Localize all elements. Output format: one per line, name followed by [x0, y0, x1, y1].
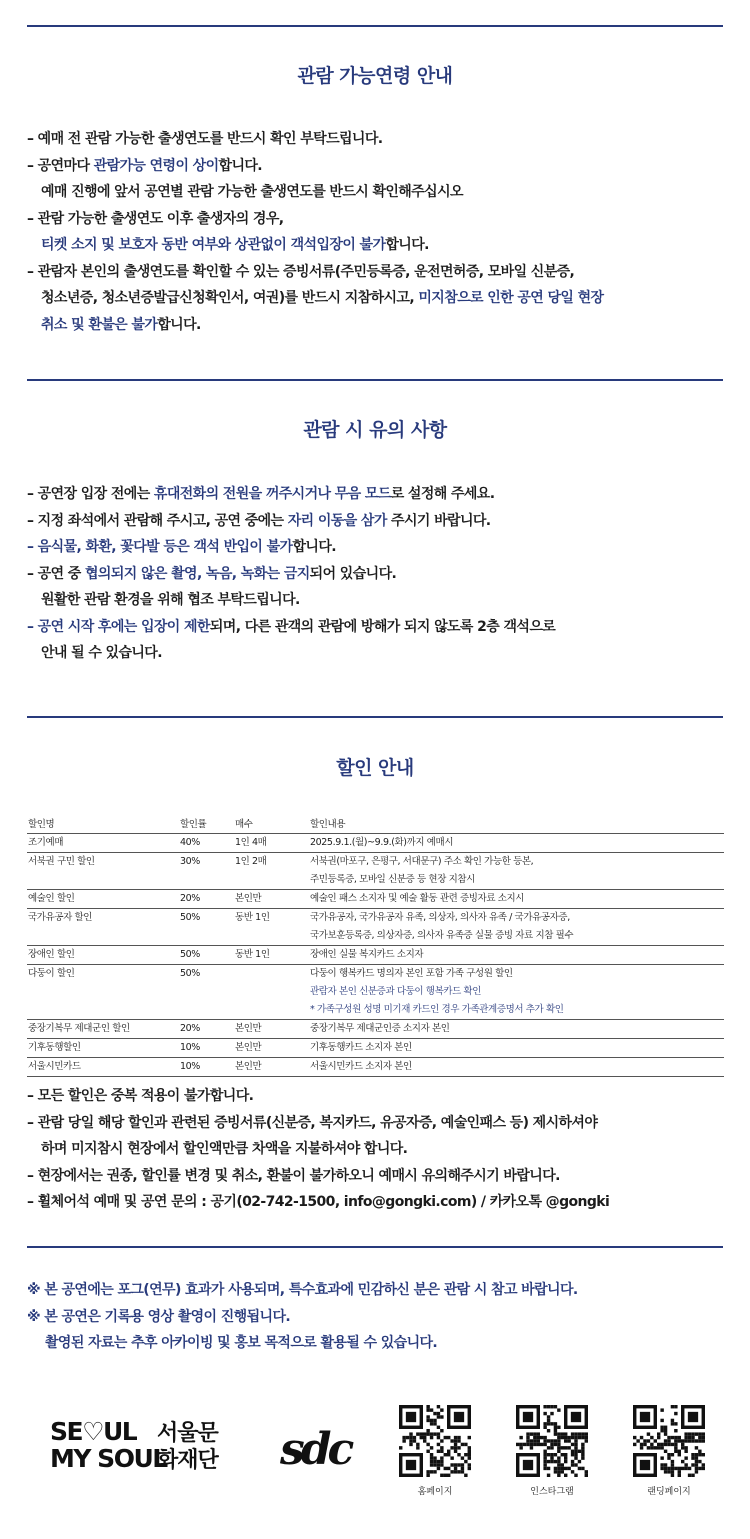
cell-qty: [234, 965, 309, 1020]
divider: [27, 25, 723, 27]
cell-qty: 1인 4매: [235, 837, 267, 848]
table-row: [27, 853, 724, 890]
cell-name: 서울시민카드: [28, 1061, 81, 1072]
cell-desc: [309, 1020, 724, 1039]
highlight-text: 미지참으로 인한 공연 당일 현장: [418, 290, 604, 306]
footer-note-line: ※ 본 공연에는 포그(연무) 효과가 사용되며, 특수효과에 민감하신 분은 관람 시 참고 바랍니다.: [27, 1282, 578, 1298]
discount-section-title: 할인 안내: [336, 757, 414, 779]
table-row: [27, 909, 724, 946]
desc-line: 국가유공자, 국가유공자 유족, 의상자, 의사자 유족 / 국가유공자증,: [310, 912, 570, 923]
notice-line: [27, 614, 727, 641]
desc-line: 2025.9.1.(월)~9.9.(화)까지 예매시: [310, 837, 454, 848]
cell-qty: 동반 1인: [235, 912, 270, 923]
header-qty: 매수: [235, 819, 253, 830]
cell-desc: [309, 946, 724, 965]
seoul-foundation-logo: [157, 1408, 257, 1488]
cell-qty: 1인 2매: [235, 856, 267, 867]
cell-desc: [309, 965, 724, 1020]
highlight-text: 티켓 소지 및 보호자 동반 여부와 상관없이 객석입장이 불가: [41, 237, 386, 253]
notice-line: [27, 232, 727, 259]
notice-text: 되어 있습니다.: [309, 565, 397, 582]
cell-name: 중장기복무 제대군인 할인: [28, 1023, 130, 1034]
table-row: [27, 1058, 724, 1077]
cell-name: 서북권 구민 할인: [28, 856, 95, 867]
highlight-text: 취소 및 환불은 불가: [41, 316, 158, 333]
notice-text: 합니다.: [218, 157, 263, 174]
note-line: – 모든 할인은 중복 적용이 불가합니다.: [27, 1088, 254, 1104]
cell-desc: [309, 1058, 724, 1077]
cell-rate: 40%: [180, 837, 200, 848]
cell-name: 조기예매: [28, 837, 64, 848]
cell-rate: 10%: [180, 1061, 200, 1072]
note-line: 하며 미지참시 현장에서 할인액만큼 차액을 지불하셔야 합니다.: [41, 1141, 408, 1157]
desc-highlight-line: * 가족구성원 성명 미기재 카드인 경우 가족관계증명서 추가 확인: [310, 1004, 564, 1015]
notice-text: – 관람 가능한 출생연도 이후 출생자의 경우,: [27, 210, 284, 227]
cell-rate: 50%: [180, 968, 200, 979]
cell-desc: [309, 1039, 724, 1058]
cell-desc: [309, 853, 724, 890]
logo-text: 서울문화재단: [157, 1421, 218, 1473]
table-row: [27, 965, 724, 1020]
desc-line: 주민등록증, 모바일 신분증 등 현장 지참시: [310, 874, 475, 885]
notice-text: – 공연 중: [27, 565, 85, 582]
notice-text: 청소년증, 청소년증발급신청확인서, 여권)를 반드시 지참하시고,: [41, 290, 419, 306]
table-row: [27, 890, 724, 909]
notice-text: 합니다.: [385, 237, 429, 253]
qr-caption: 홈페이지: [417, 1487, 453, 1497]
divider: [27, 379, 723, 381]
desc-line: 서울시민카드 소지자 본인: [310, 1061, 412, 1072]
cell-desc: [309, 909, 724, 946]
sdc-logo: [280, 1408, 370, 1488]
qr-caption: 인스타그램: [530, 1487, 574, 1497]
cell-qty: 동반 1인: [235, 949, 270, 960]
qr-code-homepage[interactable]: [399, 1405, 471, 1477]
logo-text: sdc: [280, 1424, 351, 1475]
notice-line: [27, 534, 727, 561]
cell-qty: 본인만: [235, 1061, 262, 1072]
header-name: 할인명: [28, 819, 55, 830]
cell-name: 국가유공자 할인: [28, 912, 93, 923]
notice-line: [27, 179, 727, 206]
table-row: [27, 1039, 724, 1058]
table-row: [27, 946, 724, 965]
highlight-text: 자리 이동을 삼가: [287, 512, 387, 529]
highlight-text: 협의되지 않은 촬영, 녹음, 녹화는 금지: [85, 565, 310, 582]
notice-text: – 공연마다: [27, 157, 94, 174]
cell-qty: 본인만: [235, 893, 262, 904]
table-row: [27, 834, 724, 853]
notice-text: 예매 진행에 앞서 공연별 관람 가능한 출생연도를 반드시 확인해주십시오: [41, 184, 463, 200]
age-section-title: 관람 가능연령 안내: [297, 65, 453, 87]
notice-line: [27, 640, 727, 667]
footer-notes: [27, 1277, 727, 1357]
cell-qty: 본인만: [235, 1023, 262, 1034]
note-line: – 현장에서는 권종, 할인률 변경 및 취소, 환불이 불가하오니 예매시 유의해주시기 바랍니다.: [27, 1167, 560, 1184]
highlight-text: – 공연 시작 후에는 입장이 제한: [27, 618, 210, 635]
footer-note-line: ※ 본 공연은 기록용 영상 촬영이 진행됩니다.: [27, 1308, 291, 1325]
notice-line: [27, 561, 727, 588]
desc-line: 예술인 패스 소지자 및 예술 활동 관련 증빙자료 소지시: [310, 893, 525, 904]
notice-text: 주시기 바랍니다.: [386, 512, 491, 529]
desc-line: 국가보훈등록증, 의상자증, 의사자 유족증 실물 증빙 자료 지참 필수: [310, 930, 574, 941]
desc-line: 다둥이 행복카드 명의자 본인 포함 가족 구성원 할인: [310, 968, 513, 979]
discount-notes: [27, 1083, 727, 1216]
cell-name: 다둥이 할인: [28, 968, 75, 979]
notice-text: 안내 될 수 있습니다.: [41, 645, 162, 661]
note-line: – 휠체어석 예매 및 공연 문의 : 공기(02-742-1500, info@gongki.com) / 카카오톡 @gongki: [27, 1194, 610, 1210]
notice-line: [27, 153, 727, 180]
qr-caption: 랜딩페이지: [647, 1487, 691, 1497]
cell-rate: 20%: [180, 893, 200, 904]
notice-line: [27, 259, 727, 286]
header-rate: 할인률: [180, 819, 207, 830]
notice-text: – 공연장 입장 전에는: [27, 486, 154, 502]
cell-desc: [309, 834, 724, 853]
cell-rate: 50%: [180, 912, 200, 923]
divider: [27, 1246, 723, 1248]
qr-code-instagram[interactable]: [516, 1405, 588, 1477]
notice-line: [27, 587, 727, 614]
cell-name: 예술인 할인: [28, 893, 75, 904]
qr-code-landing-page[interactable]: [633, 1405, 705, 1477]
cell-rate: 50%: [180, 949, 200, 960]
cell-rate: 20%: [180, 1023, 200, 1034]
notice-text: 되며, 다른 관객의 관람에 방해가 되지 않도록 2층 객석으로: [209, 618, 556, 635]
note-line: – 관람 당일 해당 할인과 관련된 증빙서류(신분증, 복지카드, 유공자증, 예술인패스 등) 제시하셔야: [27, 1114, 598, 1131]
cell-rate: 10%: [180, 1042, 200, 1053]
logo-line: SE♡UL: [50, 1417, 137, 1446]
footer-note-line: 촬영된 자료는 추후 아카이빙 및 홍보 목적으로 활용될 수 있습니다.: [45, 1335, 438, 1351]
caution-section-title: 관람 시 유의 사항: [303, 419, 447, 441]
age-notice-list: [27, 126, 727, 338]
notice-text: – 지정 좌석에서 관람해 주시고, 공연 중에는: [27, 512, 288, 529]
highlight-text: 관람가능 연령이 상이: [93, 157, 219, 174]
cell-qty: 본인만: [235, 1042, 262, 1053]
notice-line: [27, 481, 727, 508]
highlight-text: – 음식물, 화환, 꽃다발 등은 객석 반입이 불가: [27, 539, 293, 555]
table-row: [27, 1020, 724, 1039]
header-desc: 할인내용: [310, 819, 346, 830]
desc-line: 기후동행카드 소지자 본인: [310, 1042, 412, 1053]
logo-line: MY SOUL: [50, 1444, 167, 1473]
notice-line: [27, 206, 727, 233]
notice-text: – 관람자 본인의 출생연도를 확인할 수 있는 증빙서류(주민등록증, 운전면허증, 모바일 신분증,: [27, 263, 575, 280]
desc-line: 장애인 실물 복지카드 소지자: [310, 949, 424, 960]
notice-text: 합니다.: [292, 539, 336, 555]
cell-rate: 30%: [180, 856, 200, 867]
cell-name: 장애인 할인: [28, 949, 75, 960]
caution-notice-list: [27, 481, 727, 667]
discount-table: [27, 817, 724, 1077]
notice-text: 합니다.: [157, 316, 201, 333]
notice-text: 원활한 관람 환경을 위해 협조 부탁드립니다.: [41, 592, 300, 608]
notice-line: [27, 285, 727, 312]
table-header-row: [27, 817, 724, 834]
notice-line: [27, 312, 727, 339]
notice-text: – 예매 전 관람 가능한 출생연도를 반드시 확인 부탁드립니다.: [27, 131, 383, 147]
cell-desc: [309, 890, 724, 909]
notice-line: [27, 508, 727, 535]
highlight-text: 휴대전화의 전원을 꺼주시거나 무음 모드: [153, 486, 391, 502]
notice-line: [27, 126, 727, 153]
desc-highlight-line: 관람자 본인 신분증과 다둥이 행복카드 확인: [310, 986, 482, 997]
divider: [27, 716, 723, 718]
notice-text: 로 설정해 주세요.: [390, 486, 495, 502]
cell-name: 기후동행할인: [28, 1042, 81, 1053]
desc-line: 중장기복무 제대군인증 소지자 본인: [310, 1023, 450, 1034]
desc-line: 서북권(마포구, 은평구, 서대문구) 주소 확인 가능한 등본,: [310, 856, 534, 867]
seoul-my-soul-logo: [50, 1408, 167, 1488]
